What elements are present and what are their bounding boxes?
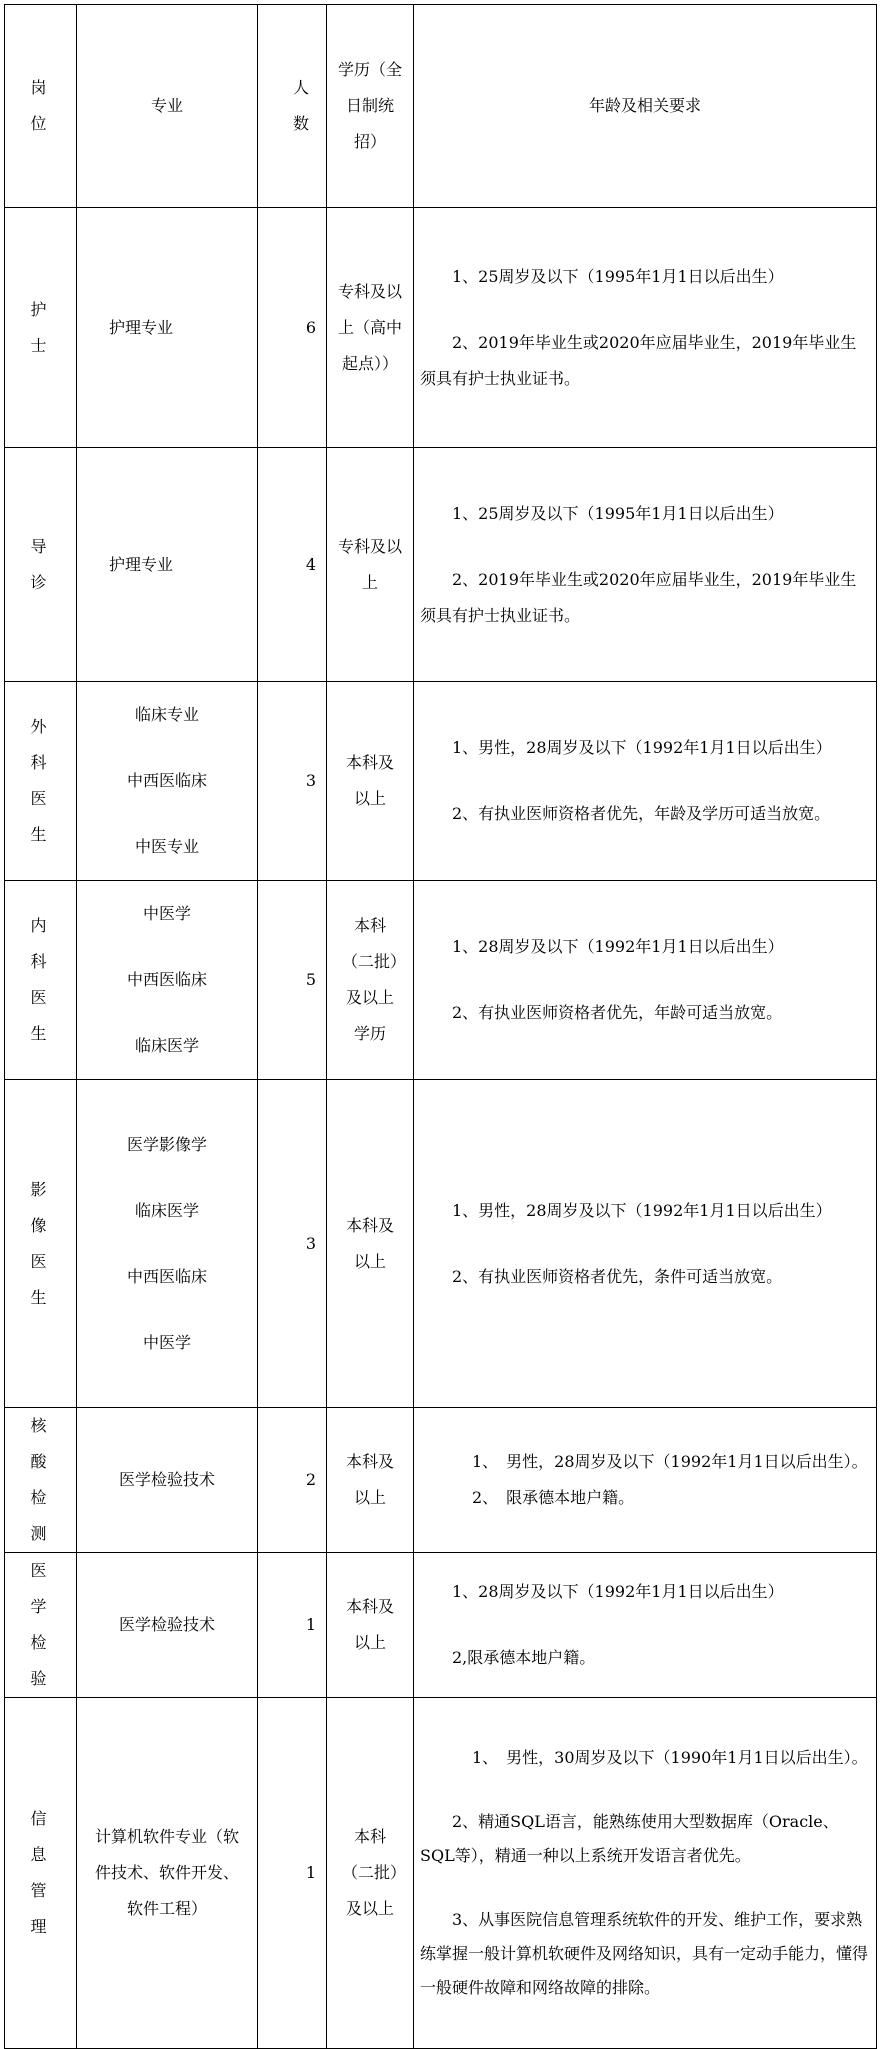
- count-cell: 3: [258, 682, 327, 881]
- count-cell: 5: [258, 881, 327, 1080]
- count-cell: 3: [258, 1080, 327, 1408]
- education-cell: 本科及以上: [327, 1080, 414, 1408]
- requirement-item: 3、从事医院信息管理系统软件的开发、维护工作，要求熟练掌握一般计算机软硬件及网络知识，具有一定动手能力，懂得一般硬件故障和网络故障的排除。: [420, 1910, 869, 1997]
- major-cell: 护理专业: [77, 448, 258, 682]
- major-item: 医学影像学: [126, 1134, 207, 1154]
- recruitment-table: [4, 4, 877, 2049]
- education-cell: 专科及以上: [327, 448, 414, 682]
- count-cell: 1: [258, 1698, 327, 2049]
- requirement-item: 2,限承德本地户籍。: [452, 1648, 596, 1667]
- requirement-item: 2、 限承德本地户籍。: [472, 1488, 635, 1507]
- major-item: 中医学: [142, 904, 191, 923]
- education-cell: 本科及以上: [327, 1553, 414, 1698]
- requirement-item: 1、 男性，28周岁及以下（1992年1月1日以后出生）。: [472, 1452, 868, 1471]
- major-item: 中医专业: [134, 837, 199, 856]
- education-cell: 本科及以上: [327, 682, 414, 881]
- requirement-item: 1、28周岁及以下（1992年1月1日以后出生）: [452, 937, 784, 956]
- major-item: 中西医临床: [126, 970, 207, 989]
- header-education: 学历（全日制统招）: [327, 5, 414, 208]
- header-position: 岗位: [5, 5, 77, 208]
- table-row: [5, 208, 877, 448]
- requirement-item: 1、男性，28周岁及以下（1992年1月1日以后出生）: [452, 1200, 832, 1220]
- requirement-item: 2、有执业医师资格者优先，年龄及学历可适当放宽。: [452, 804, 831, 823]
- major-item: 中医学: [142, 1332, 191, 1352]
- position-cell: 影像医生: [5, 1080, 77, 1408]
- count-cell: 1: [258, 1553, 327, 1698]
- major-item: 临床医学: [134, 1036, 199, 1055]
- position-cell: 信息管理: [5, 1698, 77, 2049]
- major-item: 中西医临床: [126, 771, 207, 790]
- education-cell: 专科及以上（高中起点））: [327, 208, 414, 448]
- requirements-cell: [414, 448, 877, 682]
- requirements-cell: [414, 1698, 877, 2049]
- major-cell: 医学检验技术: [77, 1408, 258, 1553]
- count-cell: 6: [258, 208, 327, 448]
- requirement-item: 2、2019年毕业生或2020年应届毕业生，2019年毕业生须具有护士执业证书。: [420, 332, 857, 388]
- requirements-cell: [414, 1080, 877, 1408]
- major-item: 临床医学: [134, 1200, 199, 1220]
- requirement-item: 2、有执业医师资格者优先，条件可适当放宽。: [452, 1266, 783, 1286]
- position-cell: 核酸检测: [5, 1408, 77, 1553]
- requirements-cell: [414, 208, 877, 448]
- table-row: [5, 1080, 877, 1408]
- header-major: 专业: [77, 5, 258, 208]
- table-row: [5, 1698, 877, 2049]
- education-cell: 本科（二批）及以上: [327, 1698, 414, 2049]
- count-cell: 2: [258, 1408, 327, 1553]
- major-cell: [77, 881, 258, 1080]
- count-cell: 4: [258, 448, 327, 682]
- major-cell: [77, 682, 258, 881]
- major-cell: [77, 1080, 258, 1408]
- requirement-item: 2、2019年毕业生或2020年应届毕业生，2019年毕业生须具有护士执业证书。: [420, 569, 857, 625]
- major-cell: 计算机软件专业（软件技术、软件开发、软件工程）: [77, 1698, 258, 2049]
- requirements-cell: [414, 682, 877, 881]
- header-requirements: 年龄及相关要求: [414, 5, 877, 208]
- requirements-cell: [414, 1408, 877, 1553]
- position-cell: 护士: [5, 208, 77, 448]
- table-row: [5, 448, 877, 682]
- requirements-cell: [414, 881, 877, 1080]
- requirements-cell: [414, 1553, 877, 1698]
- requirement-item: 2、有执业医师资格者优先，年龄可适当放宽。: [452, 1003, 783, 1022]
- education-cell: 本科及以上: [327, 1408, 414, 1553]
- position-cell: 内科医生: [5, 881, 77, 1080]
- table-row: [5, 1408, 877, 1553]
- position-cell: 导诊: [5, 448, 77, 682]
- position-cell: 外科医生: [5, 682, 77, 881]
- table-row: [5, 682, 877, 881]
- education-cell: 本科（二批）及以上学历: [327, 881, 414, 1080]
- major-cell: 医学检验技术: [77, 1553, 258, 1698]
- requirement-item: 1、25周岁及以下（1995年1月1日以后出生）: [452, 503, 784, 523]
- requirement-item: 1、28周岁及以下（1992年1月1日以后出生）: [452, 1582, 784, 1601]
- table-row: [5, 1553, 877, 1698]
- header-count: 人数: [258, 5, 327, 208]
- requirement-item: 2、精通SQL语言，能熟练使用大型数据库（Oracle、SQL等），精通一种以上系统开发语言者优先。: [420, 1812, 839, 1865]
- major-item: 临床专业: [134, 705, 199, 724]
- table-row: [5, 881, 877, 1080]
- header-row: [5, 5, 877, 208]
- position-cell: 医学检验: [5, 1553, 77, 1698]
- requirement-item: 1、25周岁及以下（1995年1月1日以后出生）: [452, 266, 784, 286]
- major-cell: 护理专业: [77, 208, 258, 448]
- major-item: 中西医临床: [126, 1266, 207, 1286]
- requirement-item: 1、男性，28周岁及以下（1992年1月1日以后出生）: [452, 738, 832, 757]
- requirement-item: 1、 男性，30周岁及以下（1990年1月1日以后出生）。: [472, 1748, 868, 1767]
